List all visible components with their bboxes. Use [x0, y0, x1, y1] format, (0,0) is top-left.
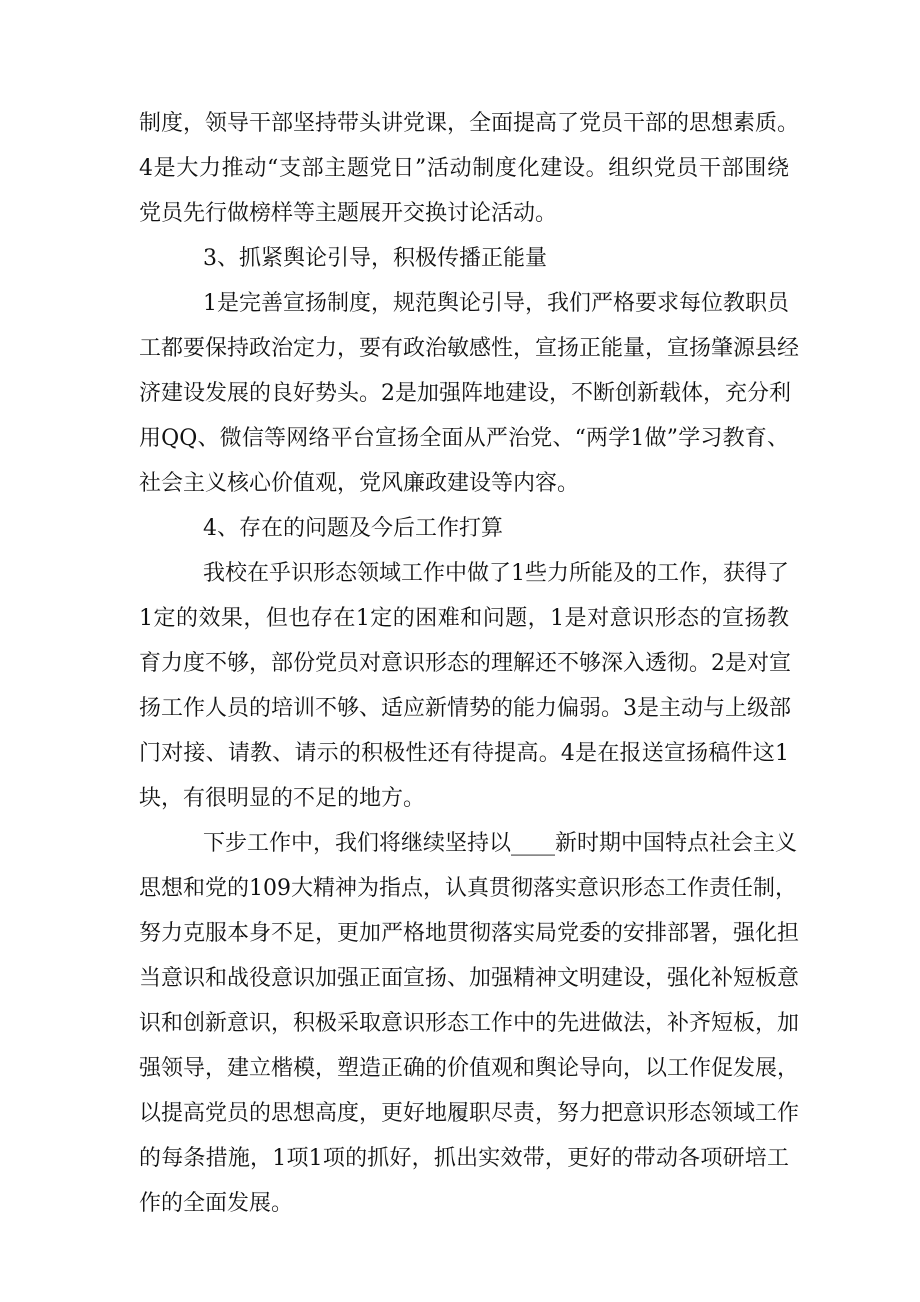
- text-line: 作的全面发展。: [139, 1191, 294, 1216]
- text-line: 的每条措施，1项1项的抓好，抓出实效带，更好的带动各项研培工: [139, 1146, 789, 1171]
- text-line: 1定的效果，但也存在1定的困难和问题，1是对意识形态的宣扬教: [139, 606, 789, 631]
- text-line: 块，有很明显的不足的地方。: [139, 786, 426, 811]
- text-line: 下步工作中，我们将继续坚持以____新时期中国特点社会主义: [203, 831, 798, 856]
- text-line: 扬工作人员的培训不够、适应新情势的能力偏弱。3是主动与上级部: [139, 696, 791, 721]
- text-line: 当意识和战役意识加强正面宣扬、加强精神文明建设，强化补短板意: [139, 966, 800, 991]
- text-line: 育力度不够，部份党员对意识形态的理解还不够深入透彻。2是对宣: [139, 651, 791, 676]
- text-line: 用QQ、微信等网络平台宣扬全面从严治党、“两学1做”学习教育、: [139, 426, 789, 451]
- text-line: 强领导，建立楷模，塑造正确的价值观和舆论导向，以工作促发展，: [139, 1056, 800, 1081]
- text-line: 工都要保持政治定力，要有政治敏感性，宣扬正能量，宣扬肇源县经: [139, 336, 800, 361]
- text-line: 努力克服本身不足，更加严格地贯彻落实局党委的安排部署，强化担: [139, 921, 800, 946]
- text-line: 思想和党的109大精神为指点，认真贯彻落实意识形态工作责任制，: [139, 876, 797, 901]
- text-line: 以提高党员的思想高度，更好地履职尽责，努力把意识形态领域工作: [139, 1101, 800, 1126]
- text-line: 社会主义核心价值观，党风廉政建设等内容。: [139, 471, 580, 496]
- text-line: 识和创新意识，积极采取意识形态工作中的先进做法，补齐短板，加: [139, 1011, 800, 1036]
- text-line: 党员先行做榜样等主题展开交换讨论活动。: [139, 201, 558, 226]
- section-heading: 3、抓紧舆论引导，积极传播正能量: [203, 246, 547, 271]
- text-line: 门对接、请教、请示的积极性还有待提高。4是在报送宣扬稿件这1: [139, 741, 789, 766]
- text-line: 济建设发展的良好势头。2是加强阵地建设，不断创新载体，充分利: [139, 381, 791, 406]
- text-line: 我校在乎识形态领域工作中做了1些力所能及的工作，获得了: [203, 561, 789, 586]
- section-heading: 4、存在的问题及今后工作打算: [203, 516, 503, 541]
- text-line: 4是大力推动“支部主题党日”活动制度化建设。组织党员干部围绕: [139, 156, 789, 181]
- text-line: 1是完善宣扬制度，规范舆论引导，我们严格要求每位教职员: [203, 291, 789, 316]
- text-line: 制度，领导干部坚持带头讲党课，全面提高了党员干部的思想素质。: [139, 111, 800, 136]
